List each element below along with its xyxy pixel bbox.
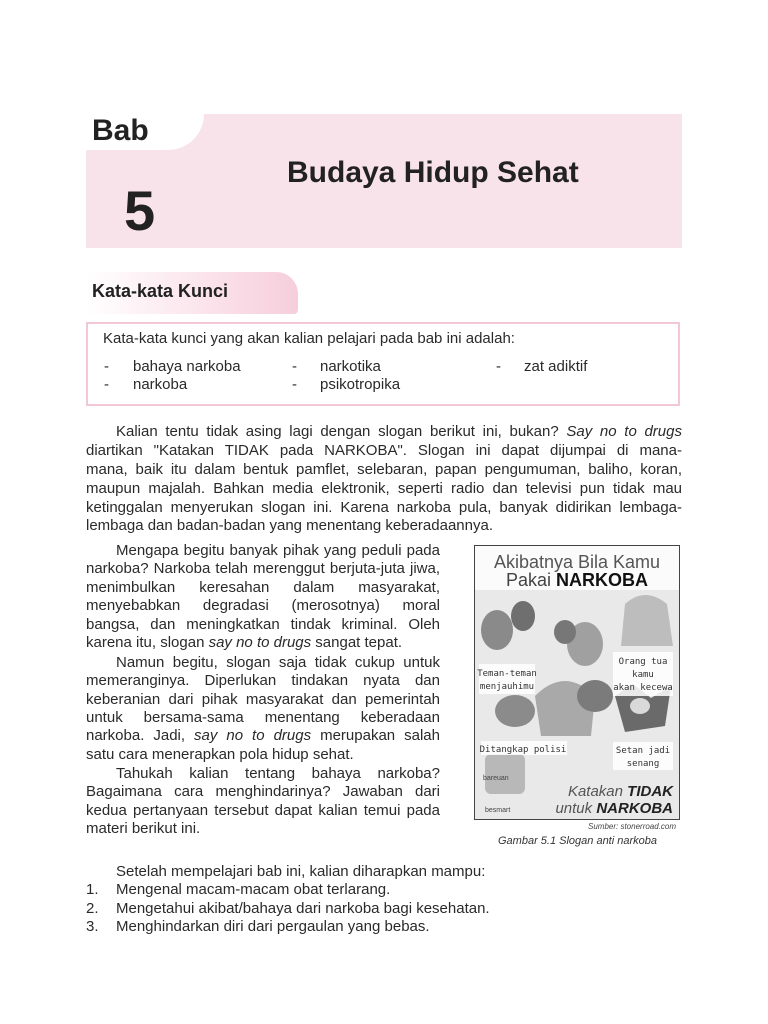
poster-title-line: Pakai NARKOBA — [505, 570, 649, 590]
paragraph-line: karena itu, slogan say no to drugs sangat tepat. — [86, 634, 403, 651]
paragraph-line: Namun begitu, slogan saja tidak cukup untuk — [116, 654, 440, 671]
objectives-intro: Setelah mempelajari bab ini, kalian diharapkan mampu: — [116, 863, 486, 880]
paragraph-line: keberanian dari pihak masyarakat dan pemerintah — [86, 691, 440, 708]
keywords-heading: Kata-kata Kunci — [92, 281, 229, 301]
keyword-bullet: - — [104, 358, 109, 375]
paragraph-line: Tahukah kalian tentang bahaya narkoba? — [116, 765, 440, 782]
poster-label: Orang tua — [618, 657, 668, 667]
paragraph-line: Kalian tentu tidak asing lagi dengan slogan berikut ini, bukan? Say no to drugs — [116, 423, 682, 440]
poster-title-line: Akibatnya Bila Kamu — [493, 552, 661, 572]
poster-label: akan kecewa — [613, 683, 673, 693]
poster-label: Setan jadi — [615, 746, 671, 756]
paragraph-line: lembaga dan badan-badan yang menentang keberadaannya. — [86, 517, 493, 534]
poster-label: Ditangkap polisi — [479, 745, 567, 755]
anti-drug-poster — [474, 545, 680, 820]
keyword-bullet: - — [104, 376, 109, 393]
objective-text: Mengetahui akibat/bahaya dari narkoba bagi kesehatan. — [116, 900, 490, 917]
paragraph-line: narkoba? Narkoba telah merenggut berjuta-juta jiwa, — [86, 560, 440, 577]
paragraph-line: untuk bersama-sama menentang keberadaan — [86, 709, 440, 726]
paragraph-line: memeranginya. Diperlukan tindakan nyata dan — [86, 672, 440, 689]
paragraph-line: satu cara menerapkan pola hidup sehat. — [86, 746, 354, 763]
paragraph-line: ketinggalan menyerukan slogan ini. Karena narkoba pula, banyak didirikan lembaga- — [86, 499, 682, 516]
poster-label: menjauhimu — [479, 682, 535, 692]
objective-text: Menghindarkan diri dari pergaulan yang bebas. — [116, 918, 430, 935]
chapter-label: Bab — [92, 114, 149, 147]
paragraph-line: bangsa, dan meningkatkan tindak kriminal. Oleh — [86, 616, 440, 633]
paragraph-line: menimbulkan keresahan dalam masyarakat, — [86, 579, 440, 596]
poster-corner-text: bareuan — [483, 775, 509, 782]
keyword-item: zat adiktif — [524, 358, 588, 375]
keyword-item: narkotika — [320, 358, 381, 375]
paragraph-line: maupun majalah. Bahkan media elektronik, seperti radio dan televisi pun tidak mau — [86, 480, 682, 497]
poster-label: kamu — [632, 670, 654, 680]
keyword-item: psikotropika — [320, 376, 401, 393]
keywords-intro: Kata-kata kunci yang akan kalian pelajari pada bab ini adalah: — [103, 330, 515, 347]
paragraph-line: diartikan "Katakan TIDAK pada NARKOBA". Slogan ini dapat dijumpai di mana- — [86, 442, 682, 459]
figure-source: Sumber: stonerroad.com — [588, 822, 677, 831]
keyword-item: bahaya narkoba — [133, 358, 241, 375]
objective-text: Mengenal macam-macam obat terlarang. — [116, 881, 391, 898]
paragraph-line: mana, baik itu dalam bentuk pamflet, selebaran, papan pengumuman, baliho, koran, — [86, 461, 682, 478]
paragraph-line: narkoba. Jadi, say no to drugs merupakan salah — [86, 727, 440, 744]
chapter-title: Budaya Hidup Sehat — [287, 156, 579, 189]
figure-caption: Gambar 5.1 Slogan anti narkoba — [498, 835, 657, 847]
objective-number: 2. — [86, 900, 99, 917]
keyword-bullet: - — [496, 358, 501, 375]
poster-label: Teman-teman — [477, 669, 537, 679]
keyword-bullet: - — [292, 376, 297, 393]
objective-number: 3. — [86, 918, 99, 935]
poster-illustration — [475, 546, 679, 819]
poster-slogan-line: untuk NARKOBA — [555, 800, 673, 817]
poster-label: senang — [626, 759, 660, 769]
paragraph-line: Bagaimana cara menghindarinya? Jawaban dari — [86, 783, 440, 800]
paragraph-line: menyebabkan degradasi (merosotnya) moral — [86, 597, 440, 614]
paragraph-line: kedua pertanyaan tersebut dapat kalian temui pada — [86, 802, 440, 819]
objective-number: 1. — [86, 881, 99, 898]
keyword-item: narkoba — [133, 376, 188, 393]
poster-corner-text: besmart — [485, 807, 511, 814]
paragraph-line: Mengapa begitu banyak pihak yang peduli pada — [116, 542, 440, 559]
chapter-number: 5 — [124, 179, 156, 242]
keyword-bullet: - — [292, 358, 297, 375]
poster-slogan-line: Katakan TIDAK — [567, 783, 673, 800]
paragraph-line: materi berikut ini. — [86, 820, 201, 837]
